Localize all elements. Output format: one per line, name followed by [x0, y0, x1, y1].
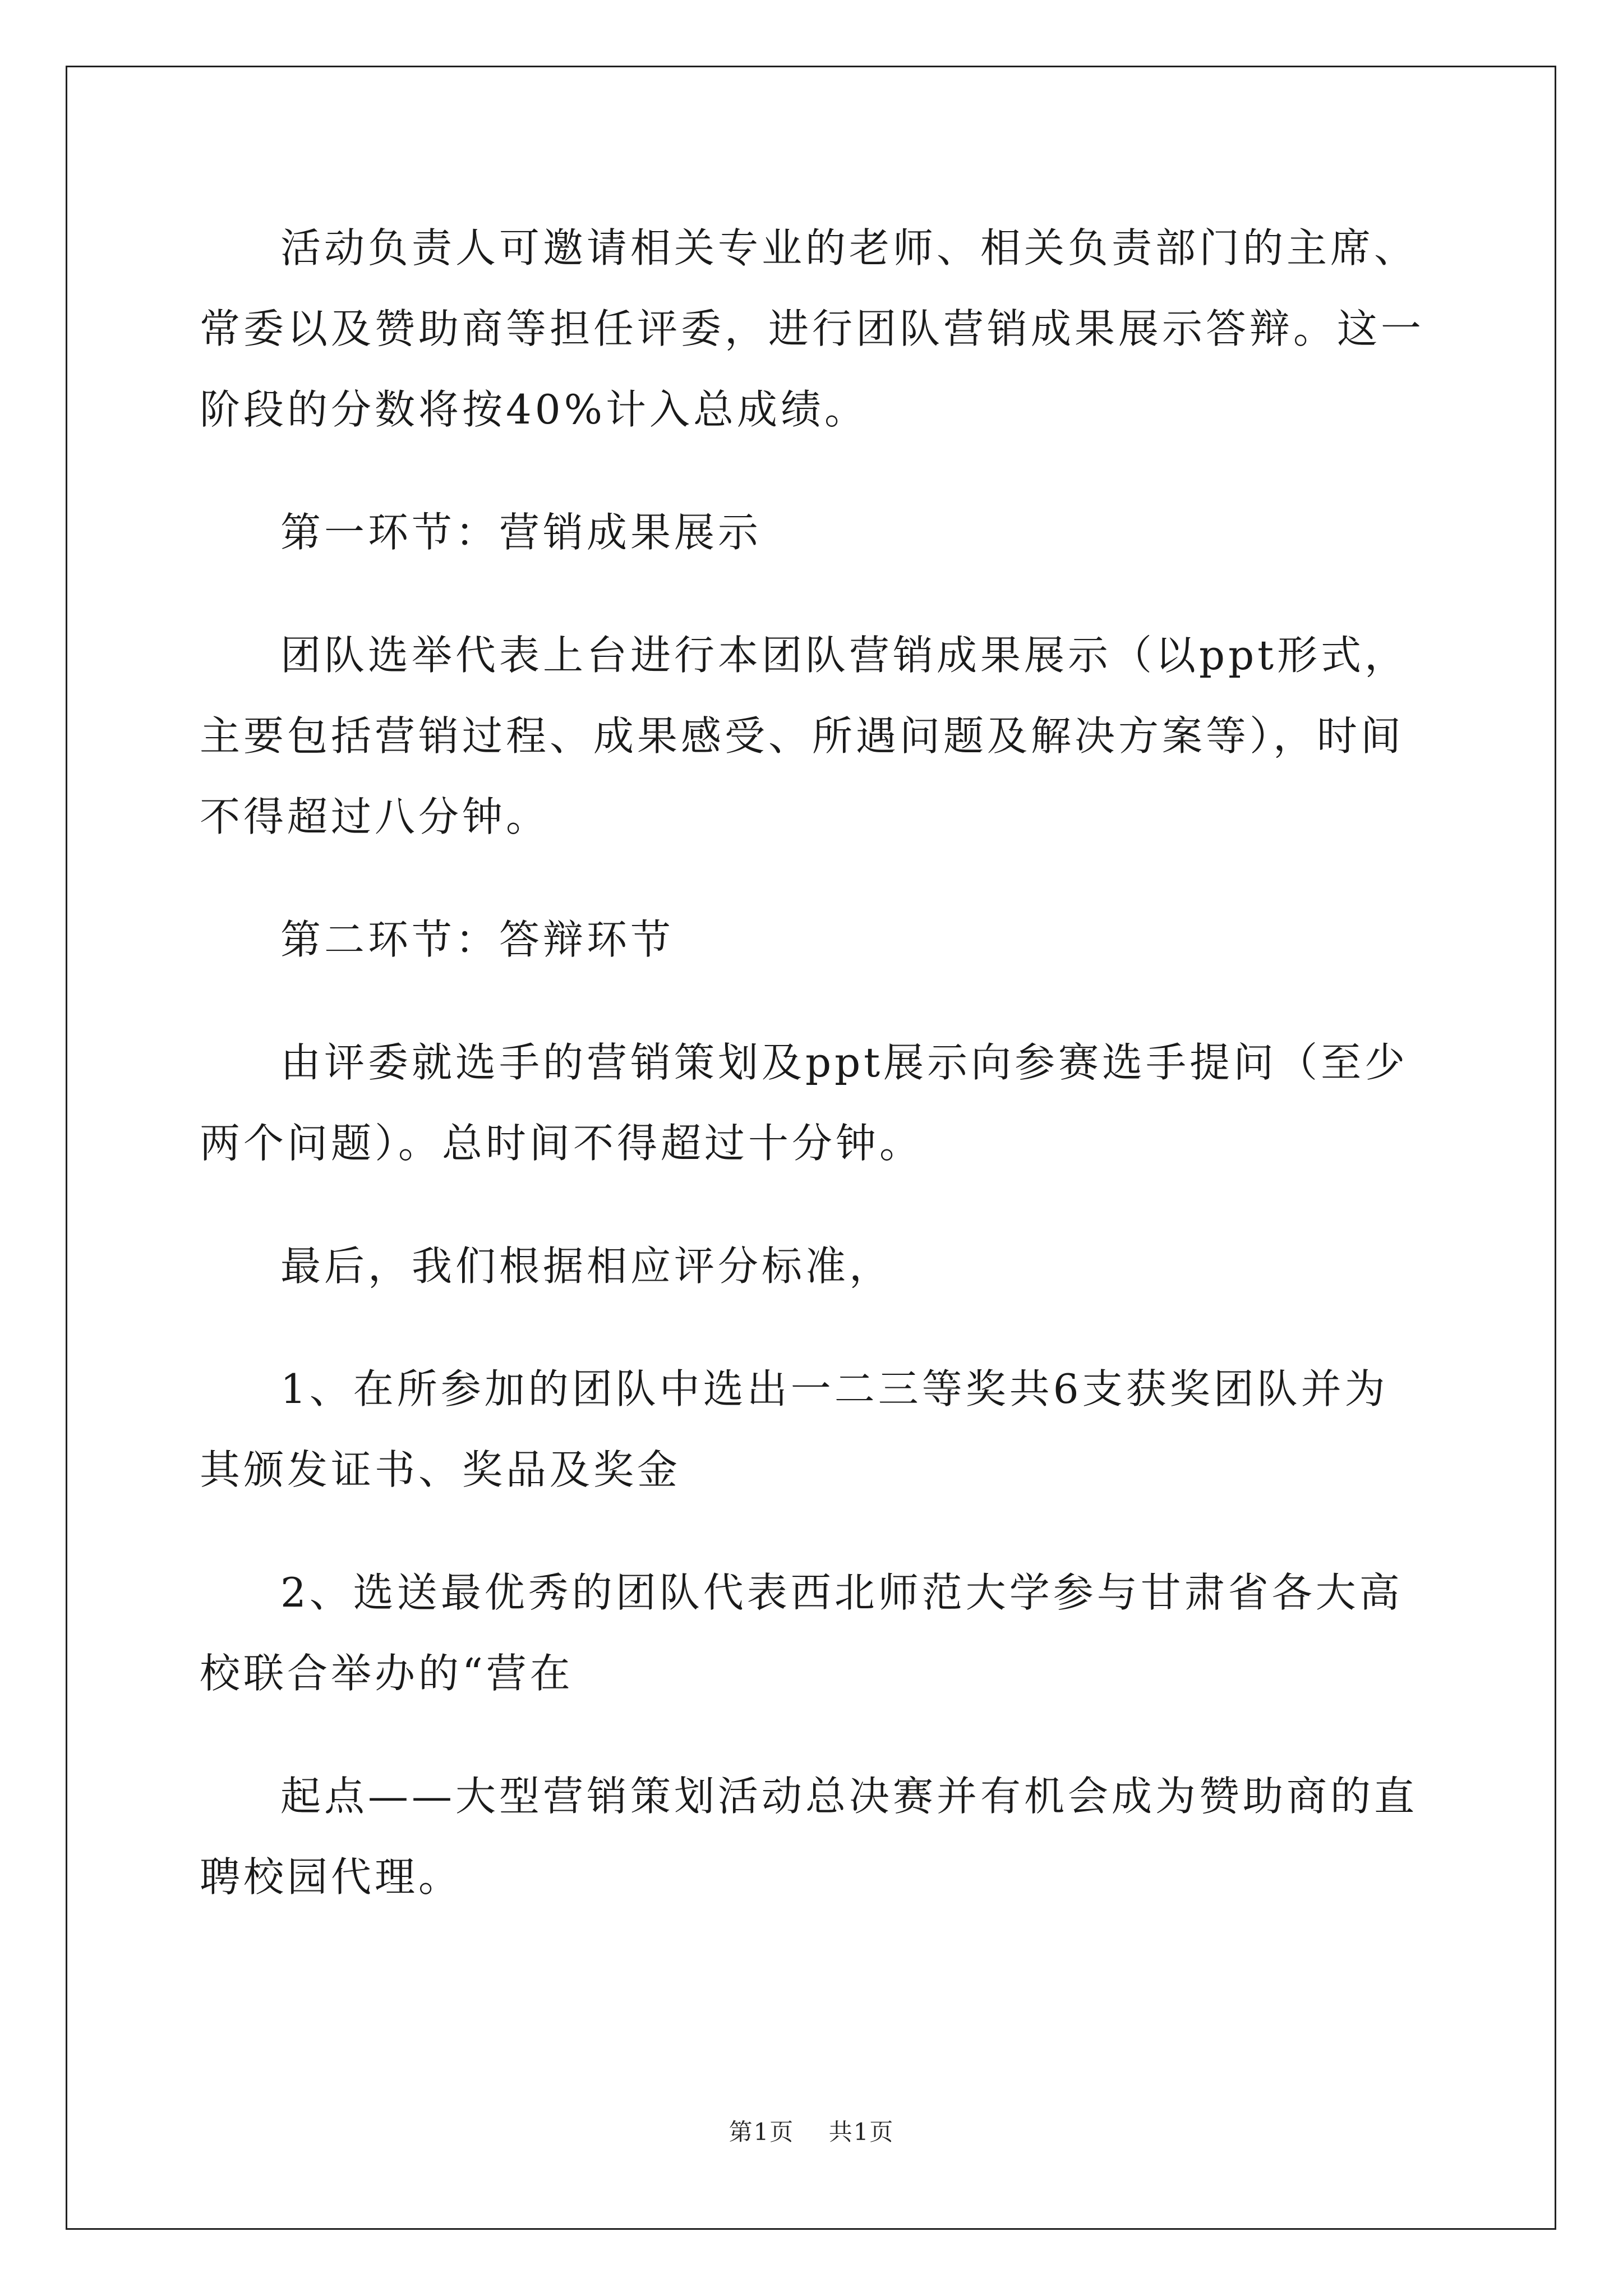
paragraph-section-one-heading: 第一环节：营销成果展示 [280, 509, 762, 556]
paragraph-section-two-body: 由评委就选手的营销策划及ppt展示向参赛选手提问（至少两个问题）。总时间不得超过十分钟。 [200, 1039, 1409, 1167]
paragraph-award-two: 2、选送最优秀的团队代表西北师范大学参与甘肃省各大高校联合举办的“营在 [200, 1569, 1403, 1697]
document-body [200, 208, 1428, 1959]
paragraph-award-two-continued: 起点——大型营销策划活动总决赛并有机会成为赞助商的直聘校园代理。 [200, 1773, 1418, 1901]
paragraph-section-two-heading: 第二环节：答辩环节 [280, 916, 675, 963]
paragraph-award-one: 1、在所参加的团队中选出一二三等奖共6支获奖团队并为其颁发证书、奖品及奖金 [200, 1365, 1389, 1493]
paragraph-section-one-body: 团队选举代表上台进行本团队营销成果展示（以ppt形式，主要包括营销过程、成果感受、所遇问题及解决方案等），时间不得超过八分钟。 [200, 632, 1409, 840]
paragraph-judges: 活动负责人可邀请相关专业的老师、相关负责部门的主席、常委以及赞助商等担任评委，进行团队营销成果展示答辩。这一阶段的分数将按40%计入总成绩。 [200, 224, 1425, 433]
page-number: 第1页 [728, 2118, 795, 2146]
paragraph-final: 最后，我们根据相应评分标准， [280, 1243, 893, 1290]
page-total: 共1页 [828, 2118, 895, 2146]
page-footer [0, 2114, 1623, 2147]
